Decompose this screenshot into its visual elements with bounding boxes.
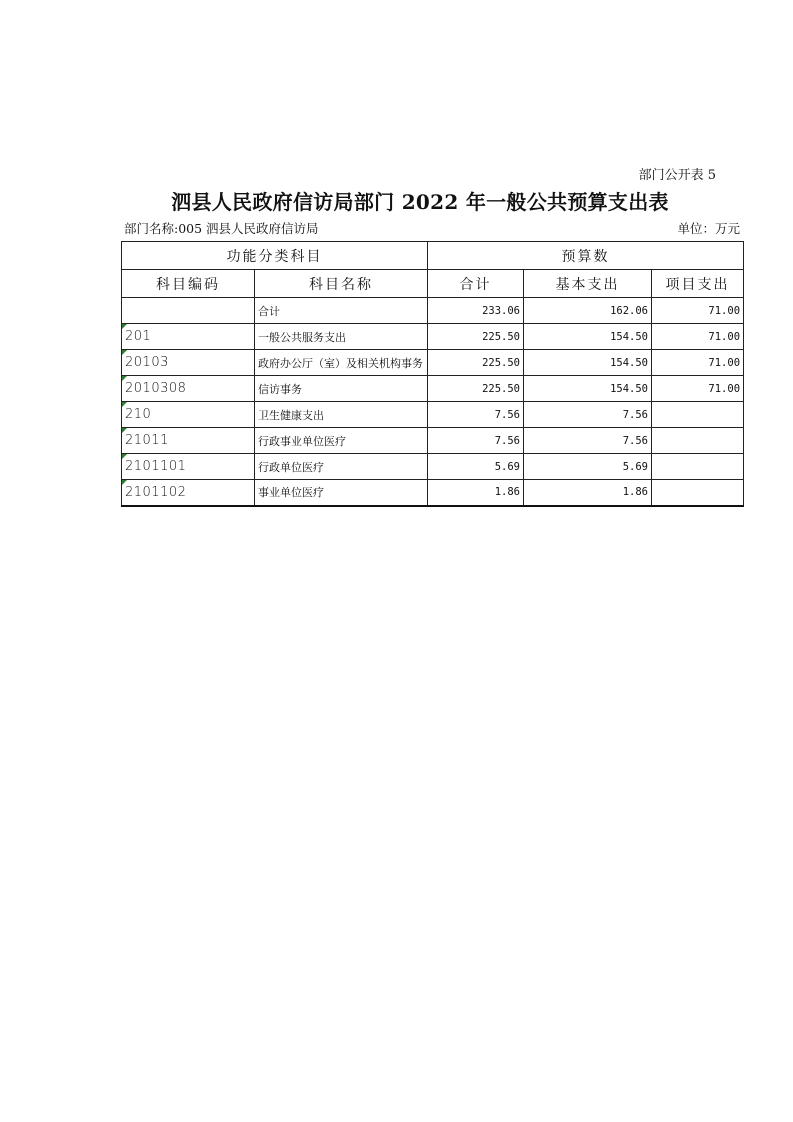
basic-value: 154.50	[524, 376, 652, 402]
subject-code-cell	[122, 350, 255, 376]
basic-value: 7.56	[524, 402, 652, 428]
subject-name: 信访事务	[255, 376, 428, 402]
table-row	[122, 402, 744, 428]
page-title: 泗县人民政府信访局部门 2022 年一般公共预算支出表	[171, 190, 669, 214]
basic-value: 5.69	[524, 454, 652, 480]
header-functional-classification: 功能分类科目	[122, 242, 428, 270]
subject-code-cell	[122, 324, 255, 350]
subject-code: 21011	[125, 433, 169, 448]
table-row	[122, 428, 744, 454]
project-value: 71.00	[652, 324, 744, 350]
subject-code-cell	[122, 428, 255, 454]
cell-flag-marker	[122, 480, 127, 485]
subject-code: 210	[125, 407, 152, 422]
total-value: 225.50	[428, 324, 524, 350]
project-value	[652, 428, 744, 454]
header-subject-code: 科目编码	[122, 270, 255, 298]
project-value	[652, 454, 744, 480]
total-value: 233.06	[428, 298, 524, 324]
subject-code-cell	[122, 480, 255, 506]
cell-flag-marker	[122, 376, 127, 381]
subject-code	[122, 298, 255, 324]
cell-flag-marker	[122, 350, 127, 355]
basic-value: 154.50	[524, 324, 652, 350]
header-basic-expenditure: 基本支出	[524, 270, 652, 298]
table-row	[122, 350, 744, 376]
project-value: 71.00	[652, 350, 744, 376]
header-row-group	[122, 242, 744, 270]
project-value	[652, 402, 744, 428]
cell-flag-marker	[122, 454, 127, 459]
table-row	[122, 324, 744, 350]
subject-code-cell	[122, 454, 255, 480]
unit-label: 单位：万元	[677, 221, 740, 236]
basic-value: 1.86	[524, 480, 652, 506]
header-row-columns	[122, 270, 744, 298]
subject-name: 行政事业单位医疗	[255, 428, 428, 454]
project-value	[652, 480, 744, 506]
budget-table	[121, 241, 744, 507]
department-name: 部门名称:005 泗县人民政府信访局	[124, 221, 319, 236]
total-value: 225.50	[428, 350, 524, 376]
basic-value: 154.50	[524, 350, 652, 376]
table-row	[122, 454, 744, 480]
table-row	[122, 298, 744, 324]
total-value: 7.56	[428, 428, 524, 454]
cell-flag-marker	[122, 324, 127, 329]
subject-name: 卫生健康支出	[255, 402, 428, 428]
cell-flag-marker	[122, 428, 127, 433]
subject-code: 201	[125, 329, 152, 344]
total-value: 225.50	[428, 376, 524, 402]
subject-name: 政府办公厅（室）及相关机构事务	[255, 350, 428, 376]
table-row	[122, 376, 744, 402]
basic-value: 7.56	[524, 428, 652, 454]
header-total: 合计	[428, 270, 524, 298]
table-row	[122, 480, 744, 506]
header-budget-amount: 预算数	[428, 242, 744, 270]
subject-name: 合计	[255, 298, 428, 324]
form-number: 部门公开表 5	[638, 168, 716, 183]
project-value: 71.00	[652, 298, 744, 324]
total-value: 1.86	[428, 480, 524, 506]
subject-code-cell	[122, 376, 255, 402]
header-subject-name: 科目名称	[255, 270, 428, 298]
subject-code: 2010308	[125, 381, 187, 396]
subject-code-cell	[122, 402, 255, 428]
subject-name: 事业单位医疗	[255, 480, 428, 506]
subject-name: 一般公共服务支出	[255, 324, 428, 350]
subject-code: 20103	[125, 355, 169, 370]
project-value: 71.00	[652, 376, 744, 402]
cell-flag-marker	[122, 402, 127, 407]
basic-value: 162.06	[524, 298, 652, 324]
subject-code: 2101102	[125, 484, 187, 500]
total-value: 5.69	[428, 454, 524, 480]
subject-name: 行政单位医疗	[255, 454, 428, 480]
header-project-expenditure: 项目支出	[652, 270, 744, 298]
subject-code: 2101101	[125, 459, 187, 474]
total-value: 7.56	[428, 402, 524, 428]
